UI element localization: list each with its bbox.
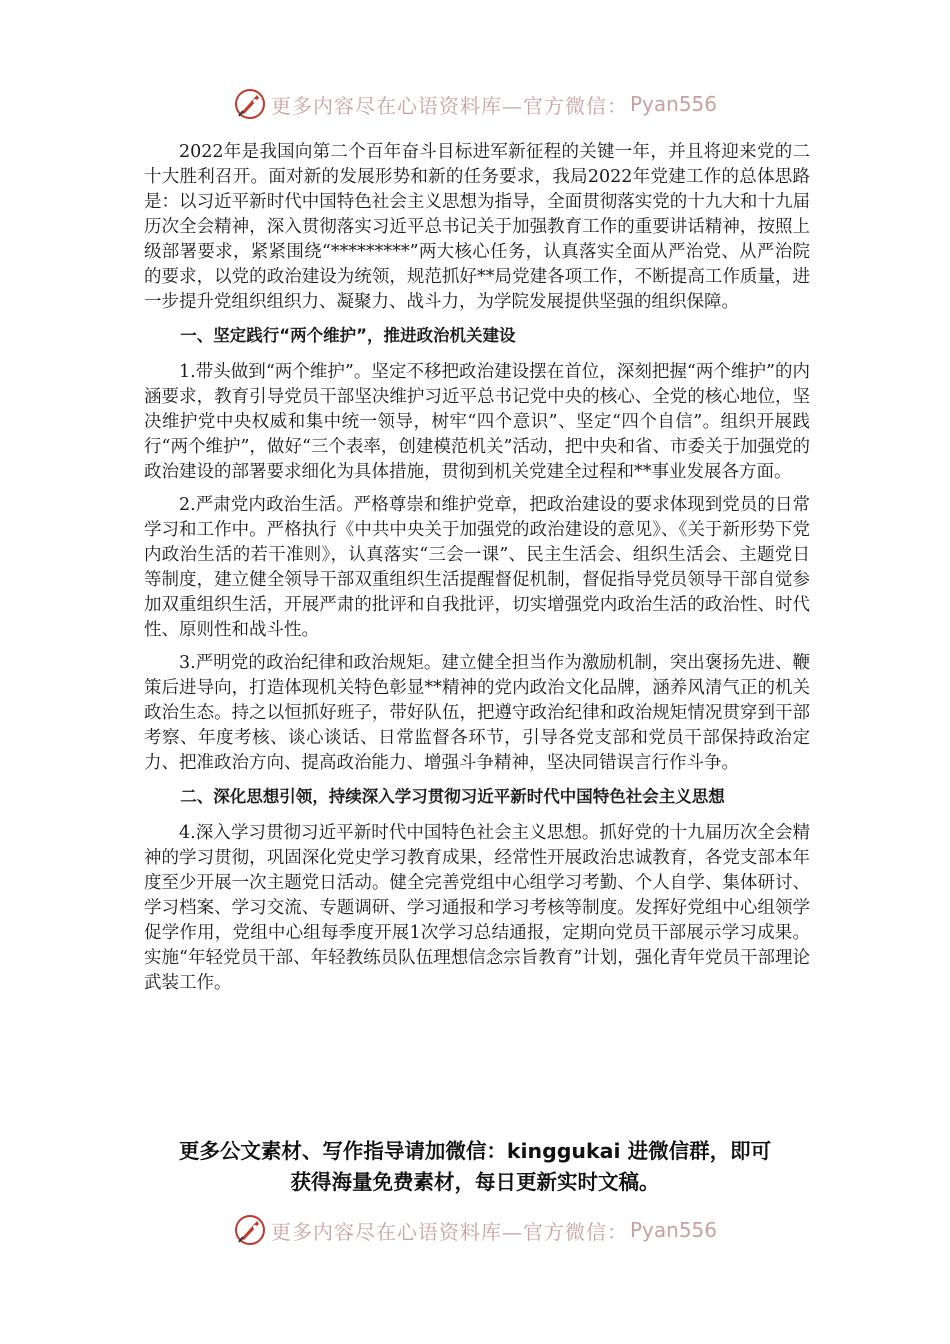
section-1-heading: 一、坚定践行“两个维护”，推进政治机关建设: [180, 326, 516, 345]
section-2-heading: 二、深化思想引领，持续深入学习贯彻习近平新时代中国特色社会主义思想: [180, 787, 725, 806]
quill-pen-icon: [233, 1213, 267, 1247]
watermark-banner-bottom: [0, 1210, 950, 1250]
watermark-wechat-id: Pyan556: [629, 92, 717, 116]
item-2-paragraph: 2.严肃党内政治生活。严格尊崇和维护党章，把政治建设的要求体现到党员的日常学习和工作中。严格执行《中共中央关于加强党的政治建设的意见》、《关于新形势下党内政治生活的若干准则》，认真落实“三会一课”、民主生活会、组织生活会、主题党日等制度，建立健全领导干部双重组织生活提醒督促机制，督促指导党员领导干部自觉参加双重组织生活，开展严肃的批评和自我批评，切实增强党内政治生活的政治性、时代性、原则性和战斗性。: [144, 495, 810, 640]
promo-line-1: 更多公文素材、写作指导请加微信：kinggukai 进微信群，即可: [178, 1139, 772, 1163]
watermark-text: 更多内容尽在心语资料库—官方微信：: [270, 1219, 628, 1244]
item-1-paragraph: 1.带头做到“两个维护”。坚定不移把政治建设摆在首位，深刻把握“两个维护”的内涵要求，教育引导党员干部坚决维护习近平总书记党中央的核心、全党的核心地位，坚决维护党中央权威和集中统一领导，树牢“四个意识”、坚定“四个自信”。组织开展践行“两个维护”，做好“三个表率，创建模范机关”活动，把中央和省、市委关于加强党的政治建设的部署要求细化为具体措施，贯彻到机关党建全过程和**事业发展各方面。: [144, 362, 810, 482]
promo-note: [100, 1136, 850, 1198]
watermark-wechat-id: Pyan556: [629, 1218, 717, 1242]
watermark-text: 更多内容尽在心语资料库—官方微信：: [270, 93, 628, 118]
promo-line-2: 获得海量免费素材，每日更新实时文稿。: [290, 1170, 660, 1194]
watermark-banner-top: [0, 84, 950, 124]
item-3-paragraph: 3.严明党的政治纪律和政治规矩。建立健全担当作为激励机制，突出褒扬先进、鞭策后进导向，打造体现机关特色彰显**精神的党内政治文化品牌，涵养风清气正的机关政治生态。持之以恒抓好班子，带好队伍，把遵守政治纪律和政治规矩情况贯穿到干部考察、年度考核、谈心谈话、日常监督各环节，引导各党支部和党员干部保持政治定力、把准政治方向、提高政治能力、增强斗争精神，坚决同错误言行作斗争。: [144, 653, 810, 773]
quill-pen-icon: [233, 87, 267, 121]
document-body: [144, 140, 810, 1004]
intro-paragraph: 2022年是我国向第二个百年奋斗目标进军新征程的关键一年，并且将迎来党的二十大胜利召开。面对新的发展形势和新的任务要求，我局2022年党建工作的总体思路是：以习近平新时代中国特色社会主义思想为指导，全面贯彻落实党的十九大和十九届历次全会精神，深入贯彻落实习近平总书记关于加强教育工作的重要讲话精神，按照上级部署要求，紧紧围绕“*********”两大核心任务，认真落实全面从严治党、从严治院的要求，以党的政治建设为统领，规范抓好**局党建各项工作，不断提高工作质量，进一步提升党组织组织力、凝聚力、战斗力，为学院发展提供坚强的组织保障。: [144, 142, 810, 312]
item-4-paragraph: 4.深入学习贯彻习近平新时代中国特色社会主义思想。抓好党的十九届历次全会精神的学习贯彻，巩固深化党史学习教育成果，经常性开展政治忠诚教育，各党支部本年度至少开展一次主题党日活动。健全完善党组中心组学习考勤、个人自学、集体研讨、学习档案、学习交流、专题调研、学习通报和学习考核等制度。发挥好党组中心组领学促学作用，党组中心组每季度开展1次学习总结通报，定期向党员干部展示学习成果。实施“年轻党员干部、年轻教练员队伍理想信念宗旨教育”计划，强化青年党员干部理论武装工作。: [144, 823, 810, 993]
